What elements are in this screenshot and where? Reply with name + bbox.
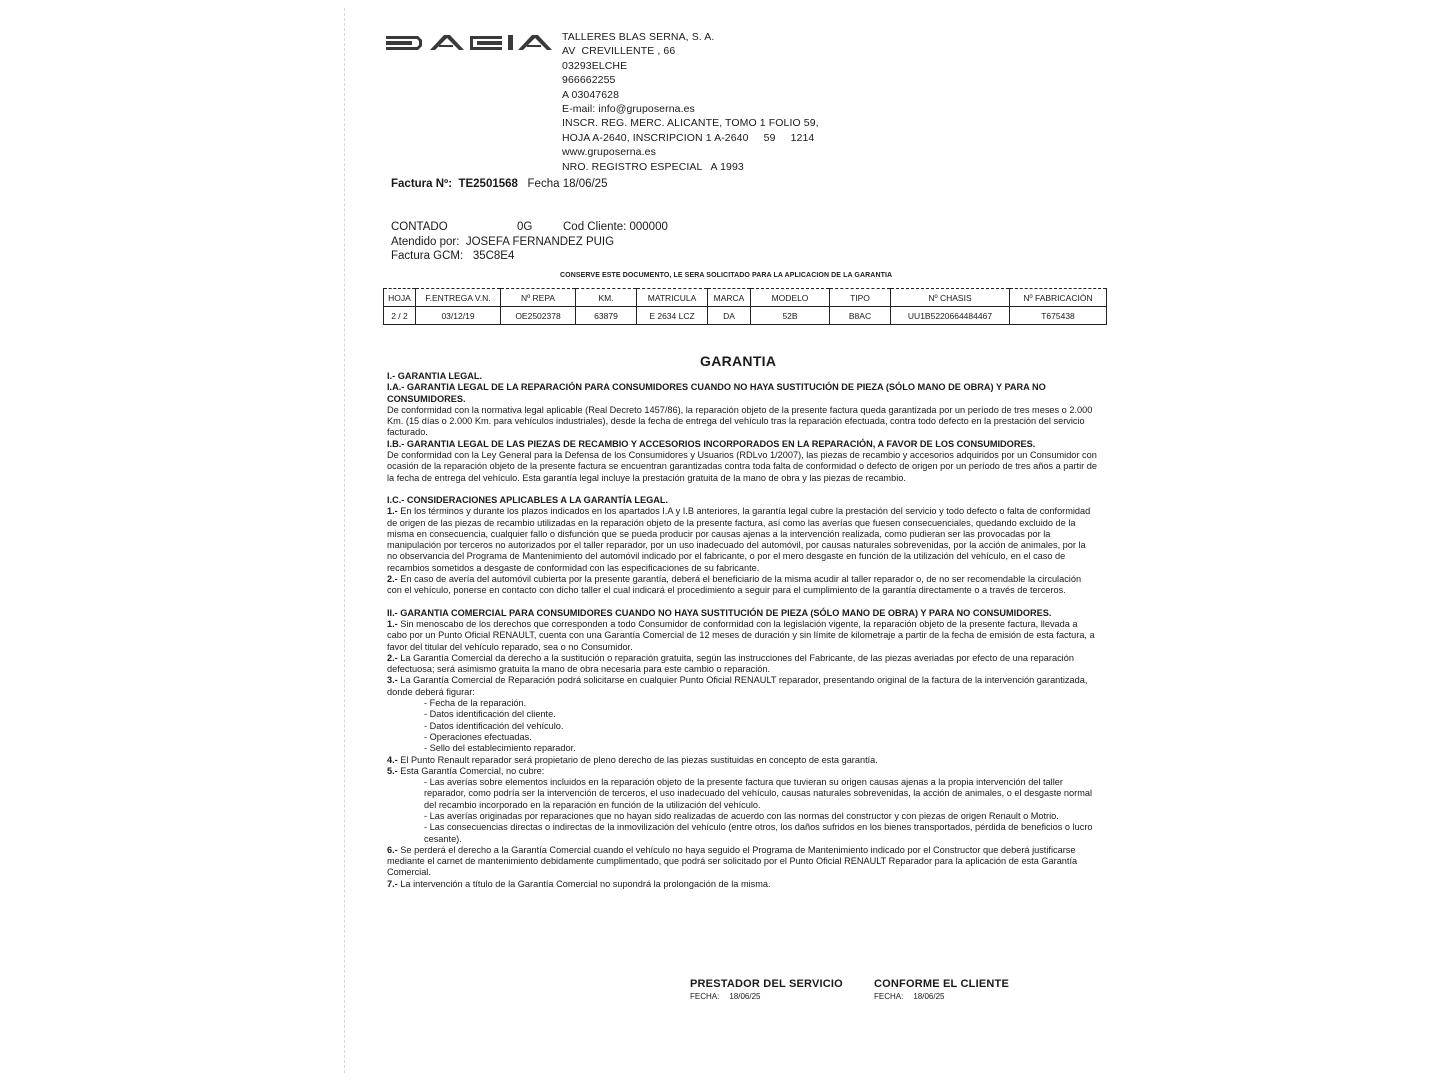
- payment-type: CONTADO: [391, 221, 448, 233]
- invoice-date: 18/06/25: [562, 178, 608, 190]
- invoice-date-label: Fecha: [527, 178, 560, 190]
- section-2-item-6: 6.- Se perderá el derecho a la Garantía Comercial cuando el vehículo no haya seguido el Programa de Mantenimiento indicado por el Constructor que deberá justificarse mediante el carnet de mantenimiento debidamente cumplimentado, que podrá ser solicitado por el Punto Oficial RENAULT Reparador para la aplicación de esta Garantía Comercial.: [387, 844, 1078, 878]
- exclusion-item: - Las averías originadas por reparaciones que no hayan sido realizadas de acuerdo con las normas del constructor y con piezas de origen Renault o Motrio.: [424, 810, 1059, 821]
- attended-by: JOSEFA FERNANDEZ PUIG: [465, 235, 615, 248]
- cell-repa: OE2502378: [501, 307, 576, 325]
- dacia-logo: [384, 30, 554, 56]
- payment-code: 0G: [517, 221, 533, 233]
- cell-entrega: 03/12/19: [416, 307, 501, 325]
- cell-chasis: UU1B5220664484467: [891, 307, 1010, 325]
- company-registry-2: HOJA A-2640, INSCRIPCION 1 A-2640 59 1214: [562, 131, 815, 144]
- warranty-body: [387, 371, 1097, 890]
- header-cell: Nº FABRICACIÓN: [1010, 289, 1107, 307]
- requirement-item: - Operaciones efectuadas.: [424, 731, 532, 742]
- client-block: [391, 220, 668, 264]
- company-cif: A 03047628: [562, 88, 620, 101]
- company-city: 03293ELCHE: [562, 59, 628, 72]
- section-2-item-1: 1.- Sin menoscabo de los derechos que corresponden a todo Consumidor de conformidad con la legislación vigente, la reparación objeto de la presente factura, llevada a cabo por un Punto Oficial RENAULT, cuenta con una Garantía Comercial de 12 meses de duración y sin límite de kilometraje a partir de la fecha de emisión de esta factura, a favor del titular del vehículo reparado, sea o no Consumidor.: [387, 618, 1095, 652]
- provider-date-line: FECHA: 18/06/25: [690, 992, 761, 1001]
- header-cell: KM.: [576, 289, 637, 307]
- company-address: AV CREVILLENTE , 66: [562, 45, 676, 58]
- company-website: www.gruposerna.es: [562, 146, 656, 159]
- cell-fabricacion: T675438: [1010, 307, 1107, 325]
- company-info: [562, 30, 819, 174]
- warranty-title: GARANTIA: [700, 353, 777, 369]
- header-cell: Nº REPA: [501, 289, 576, 307]
- section-1b-title: I.B.- GARANTIA LEGAL DE LAS PIEZAS DE RECAMBIO Y ACCESORIOS INCORPORADOS EN LA REPARACIÓN, A FAVOR DE LOS CONSUMIDORES.: [387, 438, 1036, 449]
- section-1c-item-1: 1.- En los términos y durante los plazos indicados en los apartados I.A y I.B anteriores, la garantía legal cubre la prestación del servicio y todo defecto o falta de conformidad de origen de las piezas de recambio utilizadas en la reparación objeto de la presente factura, así como las averías que fuesen consecuenciales, quedando excluido de la misma en consecuencia, cualquier fallo o disfunción que se pueda producir por causas ajenas a la intervención realizada, como pudieran ser las provocadas por la manipulación por terceros no autorizados por el taller reparador, por un uso inadecuado del automóvil, por causas naturales sobrevenidas, por la acción de animales, por la no observancia del Programa de Mantenimiento del automóvil indicado por el fabricante, o por el mero desgaste en función de la utilización del vehículo, en el caso de recambios sometidos a desgaste de conformidad con las especificaciones de su fabricante.: [387, 506, 1091, 573]
- cell-matricula: E 2634 LCZ: [637, 307, 708, 325]
- provider-signature: [690, 978, 843, 1001]
- attended-label: Atendido por:: [391, 235, 460, 248]
- header-cell: MATRICULA: [637, 289, 708, 307]
- header-cell: MARCA: [708, 289, 751, 307]
- company-special-registry: NRO. REGISTRO ESPECIAL A 1993: [562, 160, 744, 173]
- header-cell: TIPO: [830, 289, 891, 307]
- section-2-item-3: 3.- La Garantía Comercial de Reparación podrá solicitarse en cualquier Punto Oficial RENAULT reparador, presentando original de la factura de la intervención garantizada, donde deberá figurar:: [387, 675, 1088, 697]
- section-2-item-2: 2.- La Garantía Comercial da derecho a la sustitución o reparación gratuita, según las instrucciones del Fabricante, de las piezas averiadas por efecto de una reparación defectuosa; será asimismo gratuita la mano de obra necesaria para este cambio o reparación.: [387, 652, 1074, 675]
- section-1-title: I.- GARANTIA LEGAL.: [387, 371, 483, 381]
- requirement-item: - Sello del establecimiento reparador.: [424, 743, 576, 754]
- section-1b-text: De conformidad con la Ley General para la Defensa de los Consumidores y Usuarios (RDLvo 1/2007), las piezas de recambio y accesorios adquiridos por un Consumidor con ocasión de la reparación objeto de la presente factura se encuentran garantizadas contra toda falta de conformidad o defecto de origen por un período de tres años a partir de la fecha de entrega del vehículo. Esta garantía legal incluye la prestación gratuita de la mano de obra y las piezas de recambio.: [387, 450, 1097, 483]
- requirement-item: - Fecha de la reparación.: [424, 698, 527, 709]
- gcm-label: Factura GCM:: [391, 250, 464, 262]
- cell-tipo: B8AC: [830, 307, 891, 325]
- invoice-header: [391, 178, 607, 190]
- company-phone: 966662255: [562, 74, 616, 87]
- invoice-number: TE2501568: [458, 178, 518, 190]
- cell-modelo: 52B: [751, 307, 830, 325]
- requirement-item: - Datos identificación del vehículo.: [424, 720, 564, 731]
- client-code-label: Cod Cliente:: [563, 221, 627, 233]
- section-1a-title: I.A.- GARANTIA LEGAL DE LA REPARACIÓN PARA CONSUMIDORES CUANDO NO HAYA SUSTITUCIÓN DE PIEZA (SÓLO MANO DE OBRA) Y PARA NO CONSUMIDORES.: [387, 382, 1046, 404]
- exclusion-item: - Las averías sobre elementos incluidos en la reparación objeto de la presente factura que tuvieran su origen causas ajenas a la propia intervención del taller reparador, como podría ser la intervención de terceros, el uso inadecuado del vehículo, causas naturales sobrevenidas, la acción de animales, o el desgaste normal del recambio incorporado en la reparación en función de la utilización del vehículo.: [424, 777, 1093, 810]
- company-name: TALLERES BLAS SERNA, S. A.: [562, 31, 715, 43]
- section-1c-title: I.C.- CONSIDERACIONES APLICABLES A LA GARANTÍA LEGAL.: [387, 494, 669, 505]
- vehicle-table: [383, 288, 1107, 325]
- section-1a-text: De conformidad con la normativa legal aplicable (Real Decreto 1457/86), la reparación objeto de la presente factura queda garantizada por un período de tres meses o 2.000 Km. (15 días o 2.000 Km. para vehículos industriales), desde la fecha de entrega del vehículo tras la reparación efectuada, contra todo defecto en la prestación del servicio facturado.: [387, 404, 1093, 438]
- header-cell: HOJA: [384, 289, 416, 307]
- section-2-item-4: 4.- El Punto Renault reparador será propietario de pleno derecho de las piezas sustituidas en concepto de esta garantía.: [387, 754, 878, 765]
- header-cell: MODELO: [751, 289, 830, 307]
- requirement-item: - Datos identificación del cliente.: [424, 709, 556, 720]
- company-registry-1: INSCR. REG. MERC. ALICANTE, TOMO 1 FOLIO 59,: [562, 117, 819, 130]
- section-2-item-5: 5.- Esta Garantía Comercial, no cubre:: [387, 765, 545, 776]
- cell-hoja: 2 / 2: [384, 307, 416, 325]
- section-2-title: II.- GARANTIA COMERCIAL PARA CONSUMIDORES CUANDO NO HAYA SUSTITUCIÓN DE PIEZA (SÓLO MANO DE OBRA) Y PARA NO CONSUMIDORES.: [387, 607, 1052, 618]
- header-cell: Nº CHASIS: [891, 289, 1010, 307]
- client-code: 000000: [629, 221, 668, 233]
- section-1c-item-2: 2.- En caso de avería del automóvil cubierta por la presente garantía, deberá el beneficiario de la misma acudir al taller reparador o, de no ser recomendable la circulación con el vehículo, ponerse en contacto con dicho taller el cual indicará el procedimiento a seguir para el cumplimiento de la garantía directamente o a través de terceros.: [387, 574, 1082, 596]
- provider-title: PRESTADOR DEL SERVICIO: [690, 978, 843, 990]
- section-2-item-7: 7.- La intervención a título de la Garantía Comercial no supondrá la prolongación de la misma.: [387, 878, 771, 889]
- conserve-notice: CONSERVE ESTE DOCUMENTO, LE SERA SOLICITADO PARA LA APLICACION DE LA GARANTIA: [560, 272, 893, 279]
- gcm-code: 35C8E4: [472, 250, 515, 262]
- client-date-line: FECHA: 18/06/25: [874, 992, 945, 1001]
- scan-margin-line: [344, 8, 345, 1073]
- cell-km: 63879: [576, 307, 637, 325]
- client-signature: [874, 978, 1009, 1001]
- vehicle-table-header: [384, 289, 1107, 307]
- invoice-number-label: Factura Nº:: [391, 178, 453, 190]
- header-cell: F.ENTREGA V.N.: [416, 289, 501, 307]
- exclusion-item: - Las consecuencias directas o indirectas de la inmovilización del vehículo (entre otros, los daños sufridos en los bienes transportados, pérdida de beneficios o lucro cesante).: [424, 822, 1093, 844]
- cell-marca: DA: [708, 307, 751, 325]
- vehicle-table-row: [384, 307, 1107, 325]
- client-title: CONFORME EL CLIENTE: [874, 978, 1009, 990]
- company-email: E-mail: info@gruposerna.es: [562, 103, 695, 116]
